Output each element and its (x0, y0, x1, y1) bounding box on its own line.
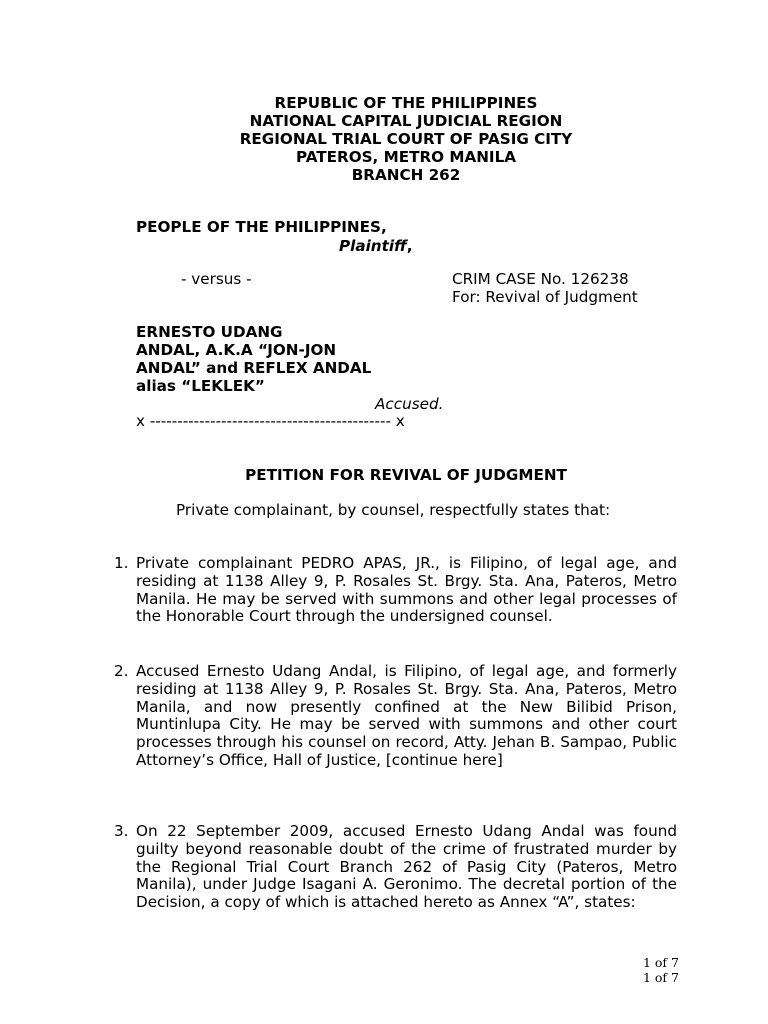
item-text-2: Accused Ernesto Udang Andal, is Filipino, of legal age, and formerly residing at 1138 Alley 9, P. Rosales St. Brgy. Sta. Ana, Pateros, Metro Manila, and now presently confined at the New Bilibid Prison, Muntinlupa City. He may be served with summons and other court processes through his counsel on record, Atty. Jehan B. Sampao, Public Attorney’s Office, Hall of Justice, [continue here] (136, 662, 677, 769)
versus-label: - versus - (181, 270, 252, 288)
court-header (0, 94, 768, 184)
item-text-1: Private complainant PEDRO APAS, JR., is Filipino, of legal age, and residing at 1138 Alley 9, P. Rosales St. Brgy. Sta. Ana, Pateros, Metro Manila. He may be served with summons and other legal processes of the Honorable Court through the undersigned counsel. (136, 554, 677, 626)
intro-paragraph: Private complainant, by counsel, respectfully states that: (176, 501, 611, 519)
petition-title (0, 466, 768, 484)
header-line-4: PATEROS, METRO MANILA (295, 148, 517, 166)
plaintiff-role: Plaintiff (339, 237, 407, 255)
case-for: For: Revival of Judgment (452, 288, 638, 306)
accused-line-3: ANDAL” and REFLEX ANDAL (136, 359, 372, 377)
item-number-1: 1. (114, 554, 129, 572)
accused-line-1: ERNESTO UDANG (136, 323, 283, 341)
accused-line-2: ANDAL, A.K.A “JON-JON (136, 341, 337, 359)
item-number-2: 2. (114, 662, 129, 680)
page-number-line-1: 1 of 7 (642, 955, 679, 970)
accused-line-4: alias “LEKLEK” (136, 377, 265, 395)
petition-title-text: PETITION FOR REVIVAL OF JUDGMENT (245, 466, 567, 484)
caption-divider: x -------------------------------------------- x (136, 412, 405, 430)
header-line-1: REPUBLIC OF THE PHILIPPINES (274, 94, 538, 112)
case-number: CRIM CASE No. 126238 (452, 270, 629, 288)
item-text-3: On 22 September 2009, accused Ernesto Udang Andal was found guilty beyond reasonable doubt of the crime of frustrated murder by the Regional Trial Court Branch 262 of Pasig City (Pateros, Metro Manila), under Judge Isagani A. Geronimo. The decretal portion of the Decision, a copy of which is attached hereto as Annex “A”, states: (136, 822, 677, 912)
accused-role: Accused. (375, 395, 444, 413)
page-number-footer (643, 955, 679, 985)
page-number-line-2: 1 of 7 (642, 970, 679, 985)
header-line-2: NATIONAL CAPITAL JUDICIAL REGION (249, 112, 563, 130)
plaintiff-name: PEOPLE OF THE PHILIPPINES, (136, 218, 387, 236)
plaintiff-role-line (339, 237, 413, 255)
plaintiff-comma: , (406, 237, 413, 255)
header-line-3: REGIONAL TRIAL COURT OF PASIG CITY (239, 130, 573, 148)
item-number-3: 3. (114, 822, 129, 840)
header-line-5: BRANCH 262 (351, 166, 461, 184)
